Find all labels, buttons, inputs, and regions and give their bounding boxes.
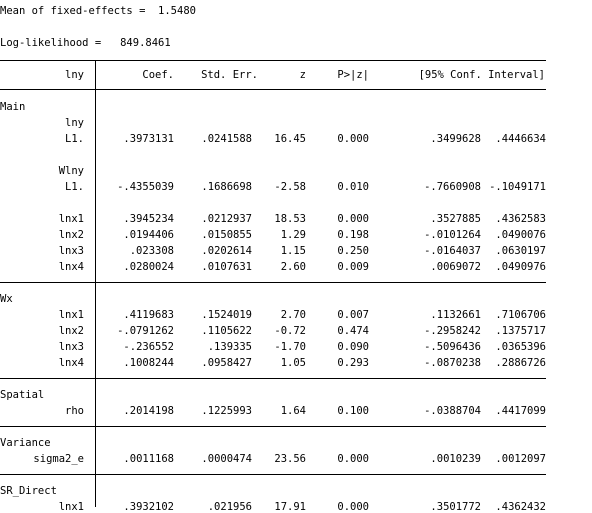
table-cell: .3932102 bbox=[123, 501, 174, 513]
mean-fixed-effects-line: Mean of fixed-effects = 1.5480 bbox=[0, 5, 196, 17]
table-cell: -.5096436 bbox=[424, 341, 481, 353]
section-rule-variance bbox=[0, 426, 546, 427]
table-cell: .4362432 bbox=[495, 501, 546, 513]
row-label: L1. bbox=[65, 181, 84, 193]
table-cell: .139335 bbox=[207, 341, 252, 353]
table-cell: 2.70 bbox=[280, 309, 306, 321]
col-header-depvar: lny bbox=[65, 69, 84, 81]
row-label: lnx1 bbox=[58, 309, 84, 321]
row-label: lnx1 bbox=[58, 213, 84, 225]
table-cell: -0.72 bbox=[274, 325, 306, 337]
table-cell: .3945234 bbox=[123, 213, 174, 225]
table-cell: 1.64 bbox=[280, 405, 306, 417]
table-cell: 0.000 bbox=[337, 453, 369, 465]
table-cell: .0107631 bbox=[201, 261, 252, 273]
table-cell: .0150855 bbox=[201, 229, 252, 241]
table-cell: 0.000 bbox=[337, 501, 369, 513]
table-cell: -2.58 bbox=[274, 181, 306, 193]
table-cell: 18.53 bbox=[274, 213, 306, 225]
table-cell: .1132661 bbox=[430, 309, 481, 321]
table-cell: -.0164037 bbox=[424, 245, 481, 257]
row-label: lnx2 bbox=[58, 229, 84, 241]
table-cell: 16.45 bbox=[274, 133, 306, 145]
table-cell: .1686698 bbox=[201, 181, 252, 193]
row-label: L1. bbox=[65, 133, 84, 145]
table-cell: .0010239 bbox=[430, 453, 481, 465]
row-label: lnx3 bbox=[58, 341, 84, 353]
table-cell: 2.60 bbox=[280, 261, 306, 273]
table-cell: 0.009 bbox=[337, 261, 369, 273]
table-cell: 1.29 bbox=[280, 229, 306, 241]
table-cell: .0194406 bbox=[123, 229, 174, 241]
table-cell: .4362583 bbox=[495, 213, 546, 225]
table-cell: .1008244 bbox=[123, 357, 174, 369]
table-cell: -.236552 bbox=[123, 341, 174, 353]
section-label-variance: Variance bbox=[0, 437, 51, 449]
col-header-coef: Coef. bbox=[142, 69, 174, 81]
table-cell: 0.100 bbox=[337, 405, 369, 417]
table-vertical-rule bbox=[95, 60, 96, 507]
row-label: lny bbox=[65, 117, 84, 129]
row-label: lnx4 bbox=[58, 357, 84, 369]
table-cell: .023308 bbox=[129, 245, 174, 257]
table-top-rule bbox=[0, 60, 546, 61]
table-cell: 0.198 bbox=[337, 229, 369, 241]
table-cell: 0.000 bbox=[337, 133, 369, 145]
row-label: lnx2 bbox=[58, 325, 84, 337]
table-cell: .1225993 bbox=[201, 405, 252, 417]
row-label: Wlny bbox=[58, 165, 84, 177]
table-cell: 0.090 bbox=[337, 341, 369, 353]
table-cell: .0212937 bbox=[201, 213, 252, 225]
table-cell: .0202614 bbox=[201, 245, 252, 257]
section-label-spatial: Spatial bbox=[0, 389, 45, 401]
table-cell: .2014198 bbox=[123, 405, 174, 417]
table-cell: .021956 bbox=[207, 501, 252, 513]
col-header-pvalue: P>|z| bbox=[337, 69, 369, 81]
table-cell: .0000474 bbox=[201, 453, 252, 465]
row-label: lnx3 bbox=[58, 245, 84, 257]
table-cell: -.0870238 bbox=[424, 357, 481, 369]
table-cell: .0241588 bbox=[201, 133, 252, 145]
table-cell: -.1049171 bbox=[489, 181, 546, 193]
table-cell: .3973131 bbox=[123, 133, 174, 145]
table-cell: .0069072 bbox=[430, 261, 481, 273]
table-cell: 23.56 bbox=[274, 453, 306, 465]
row-label: lnx4 bbox=[58, 261, 84, 273]
section-label-main: Main bbox=[0, 101, 26, 113]
table-cell: .4446634 bbox=[495, 133, 546, 145]
row-label: sigma2_e bbox=[33, 453, 84, 465]
table-cell: .0012097 bbox=[495, 453, 546, 465]
table-cell: -.0791262 bbox=[117, 325, 174, 337]
table-cell: 0.250 bbox=[337, 245, 369, 257]
table-cell: 0.000 bbox=[337, 213, 369, 225]
table-cell: .4119683 bbox=[123, 309, 174, 321]
table-cell: 0.474 bbox=[337, 325, 369, 337]
table-cell: .1375717 bbox=[495, 325, 546, 337]
table-cell: 1.15 bbox=[280, 245, 306, 257]
table-cell: 17.91 bbox=[274, 501, 306, 513]
section-rule-spatial bbox=[0, 378, 546, 379]
table-cell: .3501772 bbox=[430, 501, 481, 513]
log-likelihood-line: Log-likelihood = 849.8461 bbox=[0, 37, 171, 49]
col-header-stderr: Std. Err. bbox=[201, 69, 258, 81]
col-header-z: z bbox=[299, 69, 306, 81]
table-cell: 0.010 bbox=[337, 181, 369, 193]
table-cell: 0.293 bbox=[337, 357, 369, 369]
table-cell: 1.05 bbox=[280, 357, 306, 369]
section-label-wx: Wx bbox=[0, 293, 13, 305]
table-cell: -.0101264 bbox=[424, 229, 481, 241]
table-cell: .2886726 bbox=[495, 357, 546, 369]
table-cell: -1.70 bbox=[274, 341, 306, 353]
table-cell: 0.007 bbox=[337, 309, 369, 321]
table-cell: -.7660908 bbox=[424, 181, 481, 193]
table-cell: -.2958242 bbox=[424, 325, 481, 337]
row-label: rho bbox=[65, 405, 84, 417]
table-cell: .7106706 bbox=[495, 309, 546, 321]
section-label-sr-direct: SR_Direct bbox=[0, 485, 57, 497]
table-cell: .0490076 bbox=[495, 229, 546, 241]
table-cell: .0365396 bbox=[495, 341, 546, 353]
table-cell: -.4355039 bbox=[117, 181, 174, 193]
col-header-confint: [95% Conf. Interval] bbox=[418, 69, 545, 81]
table-cell: .3527885 bbox=[430, 213, 481, 225]
table-cell: .0630197 bbox=[495, 245, 546, 257]
table-cell: .1105622 bbox=[201, 325, 252, 337]
table-cell: .3499628 bbox=[430, 133, 481, 145]
section-rule-sr-direct bbox=[0, 474, 546, 475]
table-cell: .4417099 bbox=[495, 405, 546, 417]
table-header-rule bbox=[0, 89, 546, 90]
table-cell: .1524019 bbox=[201, 309, 252, 321]
table-cell: .0011168 bbox=[123, 453, 174, 465]
table-cell: -.0388704 bbox=[424, 405, 481, 417]
section-rule-wx bbox=[0, 282, 546, 283]
table-cell: .0958427 bbox=[201, 357, 252, 369]
table-cell: .0490976 bbox=[495, 261, 546, 273]
row-label: lnx1 bbox=[58, 501, 84, 513]
table-cell: .0280024 bbox=[123, 261, 174, 273]
